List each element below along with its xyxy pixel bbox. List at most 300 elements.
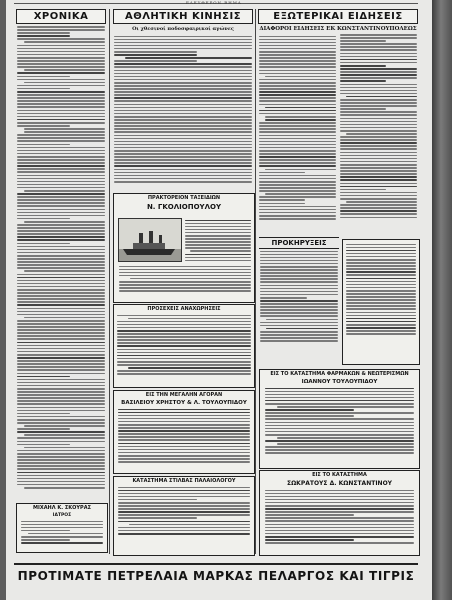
text-line: [259, 218, 336, 220]
text-line: [265, 116, 336, 118]
text-line: [340, 179, 417, 181]
text-line: [340, 198, 417, 200]
text-line: [114, 135, 252, 137]
text-line: [118, 415, 250, 417]
text-line: [260, 300, 338, 302]
text-line: [118, 514, 250, 516]
text-line: [259, 39, 336, 41]
chronika-text: [16, 26, 106, 489]
text-line: [340, 210, 417, 212]
text-line: [259, 85, 336, 87]
text-line: [259, 100, 336, 102]
text-line: [17, 162, 105, 164]
text-line: [17, 187, 105, 189]
text-line: [259, 63, 336, 65]
text-line: [259, 144, 336, 146]
text-line: [17, 329, 105, 331]
text-line: [259, 79, 336, 81]
text-line: [260, 306, 338, 308]
text-line: [21, 527, 103, 529]
text-line: [260, 294, 338, 296]
text-line: [118, 511, 250, 513]
text-line: [24, 270, 105, 272]
text-line: [114, 113, 252, 115]
text-line: [17, 261, 105, 263]
text-line: [346, 278, 416, 280]
ship-image: [118, 218, 182, 262]
text-line: [259, 156, 336, 158]
travel-agency-name: Ν. ΓΚΟΛΙΟΠΟΥΛΟΥ: [146, 203, 222, 211]
pharmacy-ad: [113, 476, 255, 556]
text-line: [117, 355, 251, 357]
text-line: [21, 542, 103, 544]
text-line: [340, 90, 417, 92]
text-line: [340, 124, 417, 126]
text-line: [117, 333, 251, 335]
pharmacy-title: ΚΑΤΑΣΤΗΜΑ ΣΤΙΛΒΑΣ ΠΑΛΑΙΟΛΟΓΟΥ: [132, 478, 236, 484]
text-line: [346, 265, 416, 267]
text-line: [17, 450, 105, 452]
text-line: [118, 424, 250, 426]
market-store-line1: ΕΙΣ ΤΗΝ ΜΕΓΑΛΗΝ ΑΓΟΡΑΝ: [145, 392, 223, 398]
text-line: [260, 315, 338, 317]
text-line: [17, 255, 105, 257]
text-line: [259, 48, 336, 50]
text-line: [114, 42, 252, 44]
text-line: [117, 342, 251, 344]
text-line: [17, 76, 70, 78]
text-line: [346, 271, 416, 273]
text-line: [185, 229, 251, 231]
text-line: [259, 82, 336, 84]
text-line: [265, 388, 414, 390]
text-line: [340, 114, 417, 116]
text-line: [259, 150, 336, 152]
text-line: [265, 511, 414, 513]
text-line: [265, 403, 414, 405]
text-line: [17, 94, 105, 96]
text-line: [118, 409, 250, 411]
market-store-ad: [113, 390, 255, 474]
text-line: [265, 119, 336, 121]
text-line: [340, 142, 417, 144]
text-line: [260, 312, 338, 314]
text-line: [340, 77, 417, 79]
text-line: [17, 308, 105, 310]
text-line: [340, 136, 417, 138]
text-line: [17, 205, 105, 207]
text-line: [114, 88, 252, 90]
text-line: [346, 287, 416, 289]
text-line: [265, 422, 414, 424]
text-line: [259, 206, 336, 208]
text-line: [340, 102, 417, 104]
text-line: [114, 76, 252, 78]
text-line: [340, 118, 417, 120]
text-line: [277, 406, 414, 408]
ioannou-ad: [259, 369, 420, 469]
text-line: [17, 357, 105, 359]
text-line: [114, 97, 252, 99]
text-line: [346, 274, 416, 276]
text-line: [185, 254, 251, 256]
text-line: [17, 125, 70, 127]
text-line: [346, 318, 416, 320]
text-line: [17, 481, 105, 483]
text-line: [114, 100, 252, 102]
text-line: [114, 128, 252, 130]
text-line: [17, 416, 105, 418]
chronika-column: [16, 9, 106, 554]
text-line: [265, 169, 336, 171]
text-line: [119, 290, 251, 292]
text-line: [118, 433, 250, 435]
text-line: [259, 190, 336, 192]
text-line: [114, 85, 252, 87]
text-line: [118, 436, 250, 438]
socrates-name: ΣΩΚΡΑΤΟΥΣ Δ. ΚΩΝΣΤΑΝΤΙΝΟΥ: [286, 480, 393, 487]
text-line: [17, 351, 105, 353]
text-line: [17, 422, 105, 424]
text-line: [118, 502, 250, 504]
text-line: [114, 122, 252, 124]
text-line: [340, 127, 417, 129]
text-line: [340, 167, 417, 169]
text-line: [17, 171, 105, 173]
foreign-text: [258, 34, 418, 259]
text-line: [340, 158, 417, 160]
departures-rows: [114, 315, 254, 375]
text-line: [260, 254, 338, 256]
text-line: [114, 63, 252, 65]
text-line: [259, 209, 336, 211]
text-line: [17, 88, 70, 90]
text-line: [340, 170, 417, 172]
text-line: [259, 110, 336, 112]
text-line: [346, 324, 416, 326]
text-line: [118, 487, 250, 489]
text-line: [265, 431, 414, 433]
text-line: [118, 446, 250, 448]
text-line: [265, 490, 414, 492]
text-line: [259, 73, 336, 75]
text-line: [346, 315, 416, 317]
text-line: [17, 119, 105, 121]
text-line: [118, 443, 250, 445]
text-line: [265, 533, 414, 535]
text-line: [259, 51, 336, 53]
text-line: [114, 66, 252, 68]
text-line: [114, 138, 252, 140]
text-line: [17, 311, 105, 313]
text-line: [17, 106, 105, 108]
text-line: [17, 110, 105, 112]
text-line: [340, 80, 386, 82]
text-line: [265, 193, 336, 195]
text-line: [17, 113, 105, 115]
athletics-subhead: Οι χθεσινοί ποδοσφαιρικοί αγώνες: [132, 26, 234, 32]
text-line: [118, 517, 197, 519]
text-line: [259, 45, 336, 47]
text-line: [266, 328, 338, 330]
text-line: [265, 517, 414, 519]
text-line: [17, 252, 105, 254]
text-line: [260, 275, 338, 277]
text-line: [17, 407, 105, 409]
text-line: [117, 330, 251, 332]
text-line: [259, 104, 336, 106]
departures-table: [113, 304, 255, 388]
text-line: [260, 288, 338, 290]
text-line: [17, 366, 105, 368]
travel-agency-ad: [113, 193, 255, 303]
text-line: [260, 297, 307, 299]
text-line: [17, 178, 105, 180]
text-line: [28, 533, 103, 535]
text-line: [346, 247, 416, 249]
text-line: [114, 116, 252, 118]
text-line: [119, 272, 251, 274]
text-line: [17, 215, 105, 217]
text-line: [114, 79, 252, 81]
text-line: [17, 236, 105, 238]
text-line: [185, 223, 251, 225]
text-line: [17, 283, 105, 285]
text-line: [21, 539, 70, 541]
text-line: [17, 360, 105, 362]
text-line: [259, 42, 336, 44]
text-line: [259, 138, 336, 140]
text-line: [265, 391, 414, 393]
text-line: [114, 82, 252, 84]
text-line: [118, 455, 250, 457]
ioannou-name: ΙΩΑΝΝΟΥ ΤΟΥΛΟΥΠΙΔΟΥ: [301, 379, 378, 385]
text-line: [340, 195, 417, 197]
text-line: [340, 108, 386, 110]
text-line: [265, 508, 414, 510]
travel-agency-footer: [118, 264, 252, 293]
socrates-ad: [259, 470, 420, 556]
text-line: [259, 212, 336, 214]
text-line: [17, 57, 105, 59]
text-line: [265, 514, 354, 516]
text-line: [17, 72, 105, 74]
text-line: [17, 66, 105, 68]
text-line: [128, 318, 251, 320]
text-line: [17, 103, 105, 105]
text-line: [17, 413, 70, 415]
text-line: [17, 230, 105, 232]
text-line: [114, 172, 252, 174]
text-line: [17, 258, 105, 260]
text-line: [17, 410, 105, 412]
column-rule: [109, 9, 110, 554]
text-line: [117, 361, 251, 363]
text-line: [260, 269, 338, 271]
socrates-text: [260, 490, 419, 544]
pharmacy-text: [114, 487, 254, 535]
text-line: [340, 71, 417, 73]
athletics-heading: ΑΘΛΗΤΙΚΗ ΚΙΝΗΣΙΣ: [113, 9, 253, 24]
text-line: [17, 199, 105, 201]
text-line: [117, 315, 251, 317]
text-line: [17, 388, 105, 390]
text-line: [114, 181, 252, 183]
text-line: [265, 493, 414, 495]
text-line: [260, 263, 338, 265]
text-line: [24, 434, 105, 436]
text-line: [265, 418, 414, 420]
text-line: [340, 148, 417, 150]
text-line: [24, 131, 105, 133]
text-line: [260, 322, 338, 324]
text-line: [17, 100, 105, 102]
text-line: [114, 165, 252, 167]
text-line: [114, 110, 252, 112]
text-line: [340, 40, 386, 42]
text-line: [265, 400, 414, 402]
text-line: [130, 278, 251, 280]
text-line: [260, 303, 338, 305]
text-line: [17, 369, 105, 371]
text-line: [24, 190, 105, 192]
text-line: [17, 332, 105, 334]
text-line: [346, 284, 416, 286]
text-line: [17, 419, 105, 421]
market-store-line2: ΒΑΣΙΛΕΙΟΥ ΧΡΗΣΤΟΥ & Λ. ΤΟΥΛΟΥΠΙΔΟΥ: [121, 400, 247, 406]
text-line: [118, 527, 250, 529]
text-line: [24, 221, 105, 223]
text-line: [185, 244, 251, 246]
text-line: [265, 425, 414, 427]
text-line: [259, 57, 336, 59]
text-line: [265, 434, 414, 436]
text-line: [17, 181, 105, 183]
text-line: [117, 352, 251, 354]
text-line: [259, 187, 336, 189]
text-line: [260, 260, 338, 262]
doctor-ad: [16, 503, 108, 553]
text-line: [346, 281, 416, 283]
text-line: [114, 91, 252, 93]
text-line: [17, 382, 105, 384]
text-line: [118, 412, 250, 414]
text-line: [17, 63, 105, 65]
text-line: [259, 97, 336, 99]
text-line: [346, 333, 416, 335]
text-line: [17, 51, 105, 53]
text-line: [114, 36, 252, 38]
text-line: [259, 178, 336, 180]
text-line: [265, 428, 414, 430]
doctor-text: [17, 521, 107, 544]
text-line: [340, 192, 417, 194]
travel-agency-text: [184, 218, 252, 263]
text-line: [260, 291, 338, 293]
text-line: [260, 337, 338, 339]
text-line: [259, 141, 336, 143]
text-line: [21, 521, 103, 523]
text-line: [17, 345, 105, 347]
text-line: [265, 415, 354, 417]
text-line: [119, 266, 251, 268]
text-line: [24, 425, 105, 427]
text-line: [118, 533, 250, 535]
text-line: [24, 317, 105, 319]
text-line: [17, 391, 105, 393]
text-line: [340, 139, 417, 141]
text-line: [340, 49, 417, 51]
text-line: [17, 212, 105, 214]
text-line: [17, 224, 105, 226]
text-line: [340, 37, 417, 39]
text-line: [114, 94, 252, 96]
text-line: [118, 508, 250, 510]
text-line: [114, 119, 252, 121]
text-line: [340, 204, 417, 206]
text-line: [24, 128, 105, 130]
text-line: [24, 69, 105, 71]
text-line: [118, 496, 250, 498]
text-line: [118, 505, 250, 507]
doctor-name: ΜΙΧΑΗΛ Κ. ΣΚΟΥΡΑΣ: [33, 505, 91, 511]
text-line: [340, 87, 417, 89]
text-line: [114, 159, 252, 161]
text-line: [114, 175, 252, 177]
text-line: [346, 305, 416, 307]
text-line: [17, 243, 70, 245]
text-line: [260, 281, 338, 283]
market-store-text: [114, 409, 254, 463]
text-line: [17, 79, 105, 81]
text-line: [17, 246, 105, 248]
text-line: [17, 397, 105, 399]
text-line: [114, 153, 252, 155]
text-line: [340, 74, 417, 76]
text-line: [265, 502, 414, 504]
text-line: [117, 321, 251, 323]
text-line: [17, 153, 105, 155]
text-line: [340, 93, 417, 95]
text-line: [259, 159, 336, 161]
socrates-title: ΕΙΣ ΤΟ ΚΑΤΑΣΤΗΜΑ: [312, 472, 367, 478]
page-edge-shadow: [432, 0, 452, 600]
text-line: [17, 116, 105, 118]
text-line: [17, 277, 105, 279]
text-line: [265, 527, 414, 529]
text-line: [17, 453, 105, 455]
text-line: [260, 251, 338, 253]
text-line: [265, 409, 354, 411]
text-line: [346, 327, 416, 329]
text-line: [340, 176, 417, 178]
text-line: [17, 323, 105, 325]
text-line: [17, 54, 105, 56]
text-line: [185, 247, 251, 249]
text-line: [259, 181, 336, 183]
text-line: [265, 539, 354, 541]
text-line: [114, 70, 252, 72]
text-line: [17, 45, 105, 47]
ioannou-title: ΕΙΣ ΤΟ ΚΑΤΑΣΤΗΜΑ ΦΑΡΜΑΚΩΝ & ΝΕΩΤΕΡΙΣΜΩΝ: [270, 371, 409, 377]
text-line: [259, 175, 336, 177]
text-line: [277, 437, 414, 439]
text-line: [265, 496, 414, 498]
text-line: [17, 348, 105, 350]
text-line: [119, 281, 251, 283]
text-line: [185, 238, 251, 240]
side-notice-text: [343, 240, 419, 338]
